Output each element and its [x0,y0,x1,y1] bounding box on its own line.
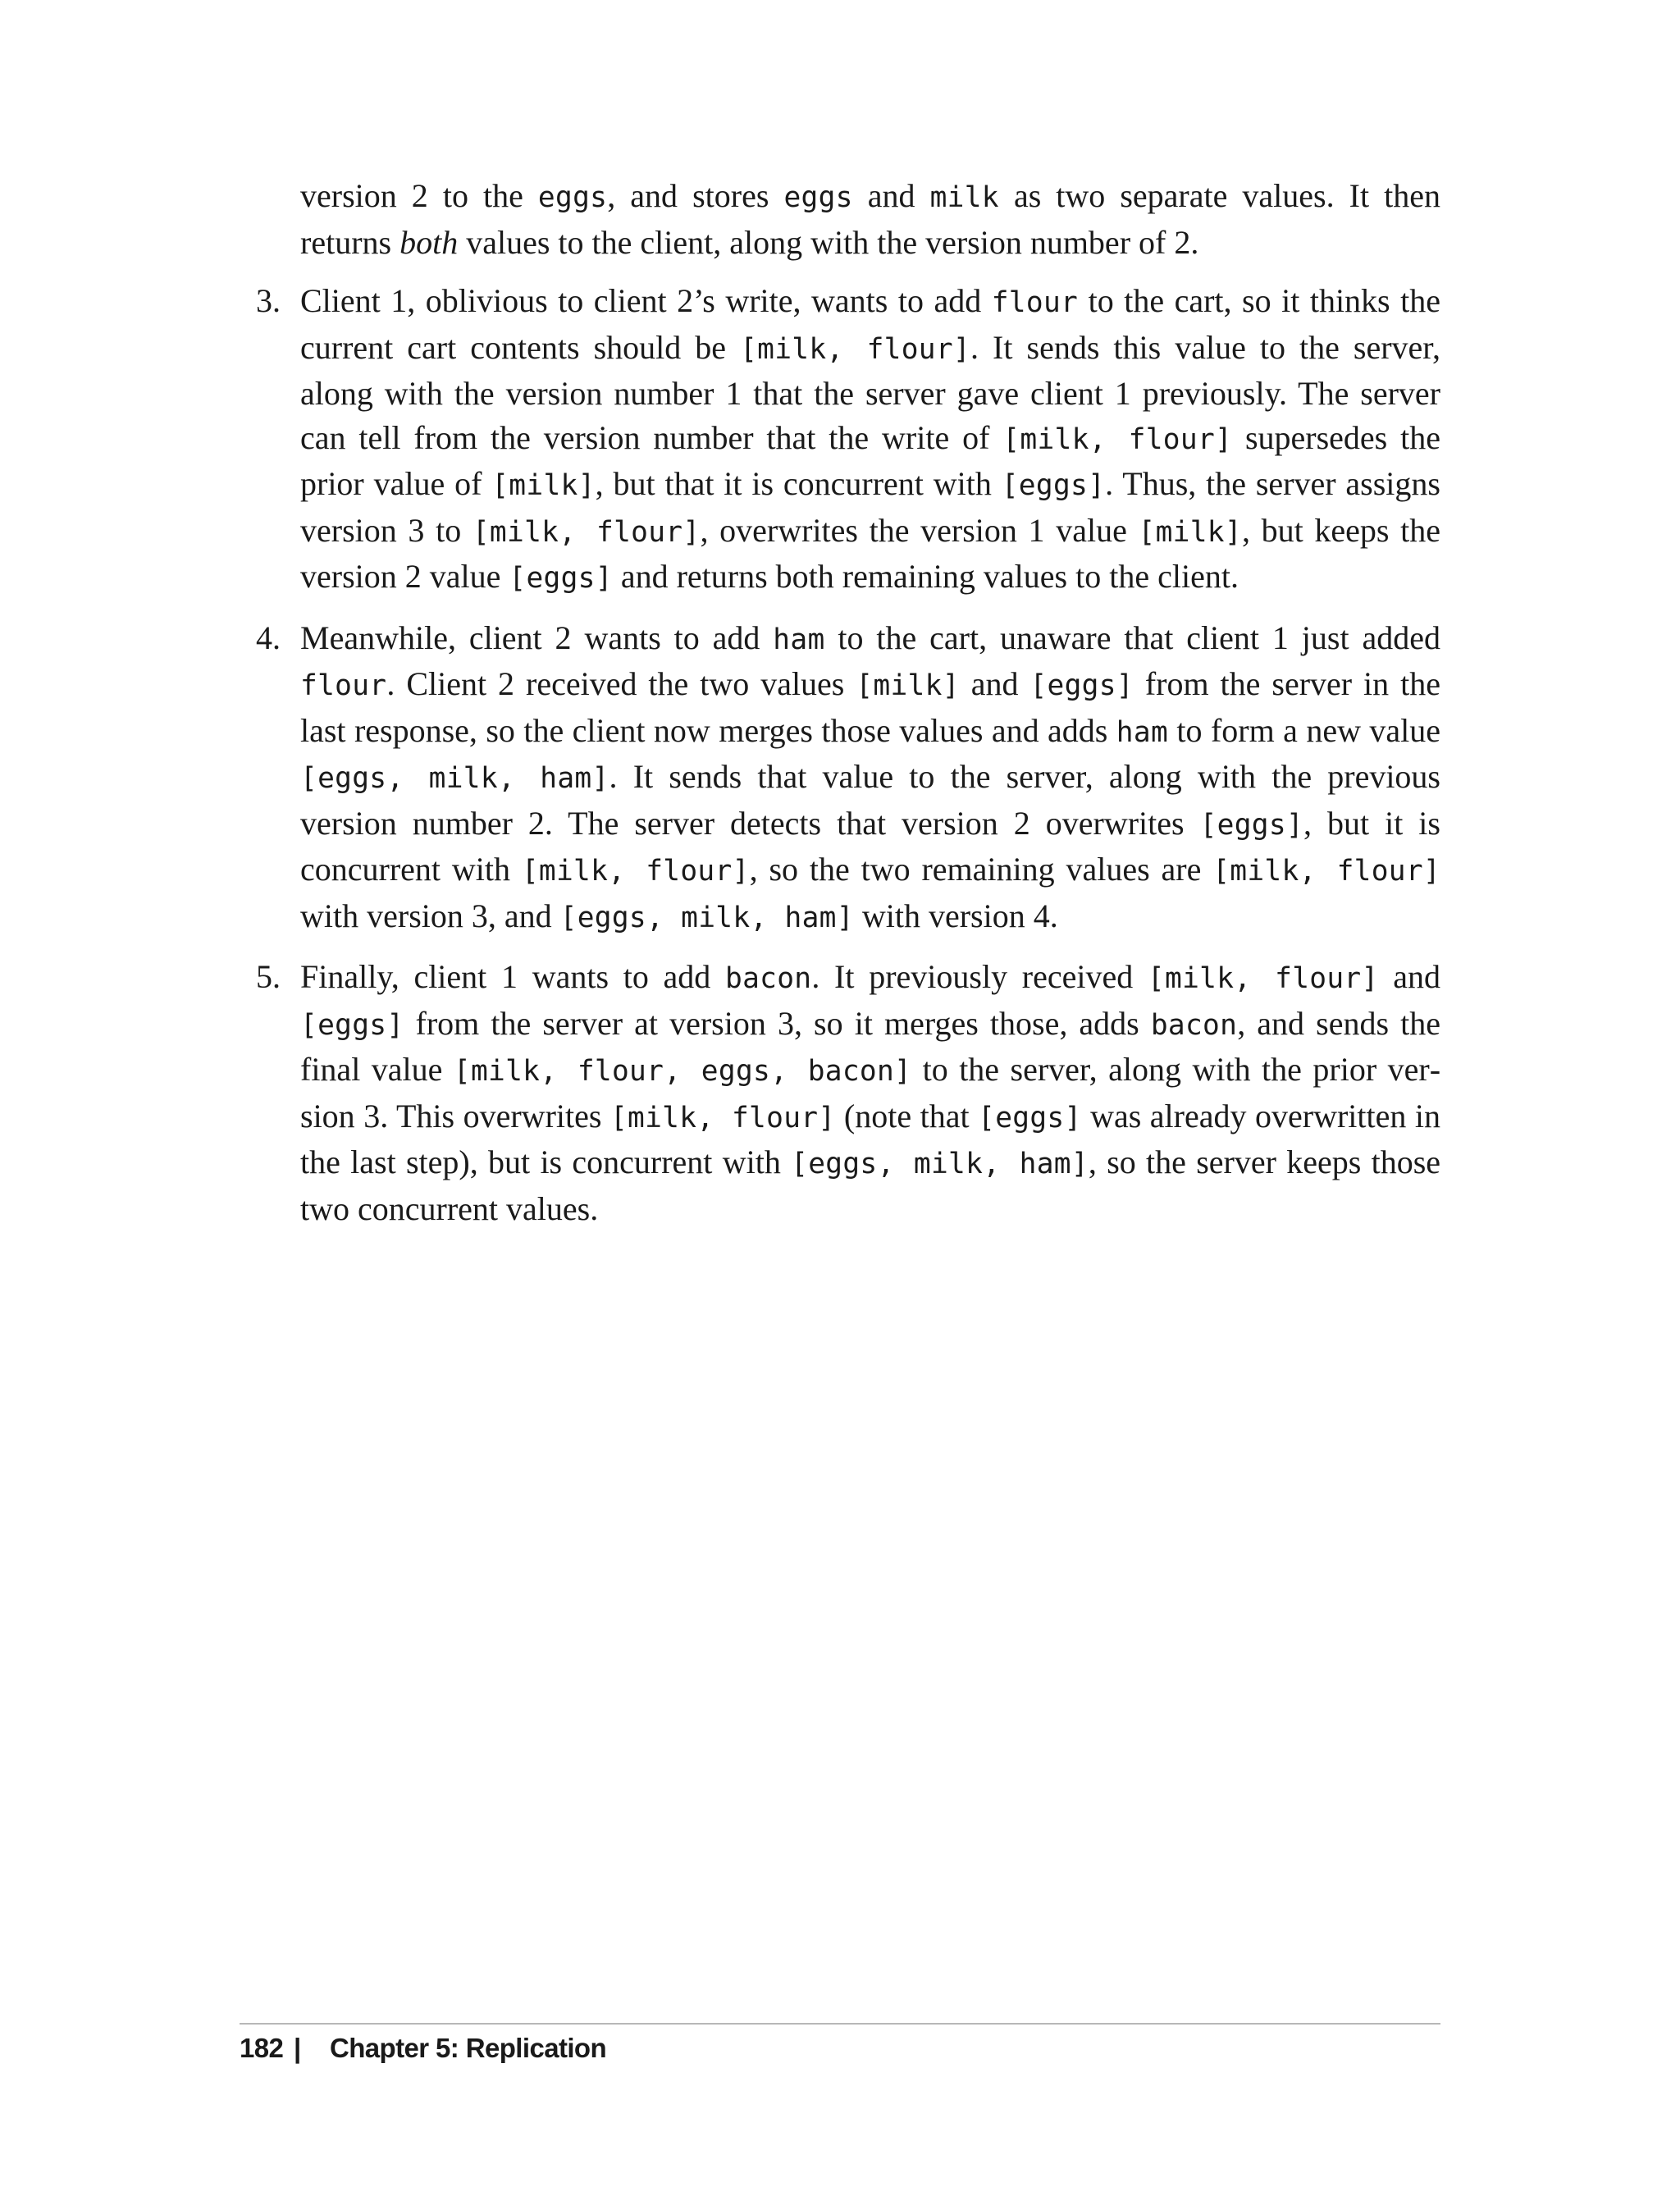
footer-separator: | [294,2033,301,2063]
inline-code: flour [991,286,1079,319]
list-item-text [300,282,1440,595]
text-run: (note that [835,1097,979,1134]
text-run: , and stores [607,177,784,214]
list-number: 5. [256,958,281,995]
list-item-3 [256,279,1441,601]
page-body [256,174,1441,1245]
inline-code: ham [1116,715,1169,749]
inline-code: [eggs, milk, ham] [559,901,854,934]
page-number: 182 [240,2033,284,2063]
continued-list-paragraph [300,174,1440,264]
text-run: and [852,177,930,214]
chapter-title: Chapter 5: Replication [330,2033,607,2063]
inline-code: [milk, flour] [1147,962,1379,995]
inline-code: [eggs, milk, ham] [300,762,609,795]
text-run: values to the client, along with the version number of 2. [458,223,1199,261]
text-run: and returns both remaining values to the client. [612,558,1239,595]
inline-code: [eggs] [1199,808,1304,842]
inline-code: [eggs] [1001,469,1106,502]
inline-code: [milk] [491,469,596,502]
text-run: to the server, along with the prior version 3. This overwrites [300,1051,1441,1134]
list-item-5 [256,955,1441,1230]
text-run: . It sends that value to the server, along with the previous version number 2. The server detects that version 2 overwrites [300,758,1441,842]
inline-code: [milk, flour, eggs, bacon] [453,1055,912,1088]
inline-code: [milk] [1138,515,1242,549]
inline-code: [milk] [856,669,960,702]
text-run: to the cart, unaware that client 1 just added [824,619,1440,656]
list-number: 4. [256,619,281,656]
inline-code: eggs [537,181,608,214]
inline-code: [milk, flour] [609,1101,836,1134]
text-run: was already overwritten in the last step), but is concurrent with [300,1097,1441,1180]
inline-code: [eggs] [1029,669,1134,702]
inline-code: bacon [725,962,812,995]
text-run: , overwrites the version 1 value [700,511,1139,549]
inline-code: [eggs] [300,1008,404,1042]
text-run: . It previously received [811,958,1148,995]
text-run: , and sends the final value [300,1004,1440,1088]
text-run: and [959,665,1030,702]
inline-code: [milk, flour] [740,332,971,366]
text-run: Client 1, oblivious to client 2’s write, wants to add [300,282,992,319]
text-run: from the server at version 3, so it merges those, adds [404,1004,1151,1042]
text-run: with version 3, and [300,897,560,934]
text-run: from the server in the last response, so the client now merges those values and adds [300,665,1440,749]
text-run: to form a new value [1168,711,1441,749]
text-run: , but that it is concurrent with [595,465,1002,502]
inline-code: flour [300,669,387,702]
inline-code: [milk, flour] [1002,422,1233,456]
text-run: as two separate values. It then returns [300,177,1440,261]
list-item-text [300,619,1440,934]
inline-code: [eggs] [509,562,613,595]
inline-code: [milk, flour] [521,855,750,888]
inline-code: [milk, flour] [472,515,701,549]
inline-code: eggs [783,181,853,214]
page-footer [240,2033,606,2064]
text-run: and [1378,958,1441,995]
text-run: with version 4. [853,897,1058,934]
numbered-list [256,279,1441,1230]
text-run: Meanwhile, client 2 wants to add [300,619,774,656]
text-run: , but keeps the version 2 value [300,511,1440,595]
inline-code: milk [929,181,999,214]
list-item-text [300,958,1440,1227]
text-run: to the cart, so it thinks the current cart contents should be [300,282,1440,366]
inline-code: [milk, flour] [1212,855,1440,888]
inline-code: [eggs, milk, ham] [791,1148,1089,1180]
text-run: Finally, client 1 wants to add [300,958,725,995]
text-run: . Client 2 received the two values [386,665,856,702]
text-run: , so the two remaining values are [749,851,1213,888]
text-run: supersedes the prior value of [300,418,1440,502]
inline-code: ham [773,623,825,656]
list-number: 3. [256,282,281,319]
emphasis-text: both [399,223,459,261]
text-run: , but it is concurrent with [300,804,1440,888]
text-run: , so the server keeps those two concurrent values. [300,1144,1441,1227]
list-item-4 [256,616,1441,941]
inline-code: bacon [1150,1008,1238,1042]
text-run: . Thus, the server assigns version 3 to [300,465,1440,549]
text-run: . It sends this value to the server, along with the version number 1 that the server gave client 1 previously. The server can tell from the version number that the write of [300,328,1441,456]
inline-code: [eggs] [978,1101,1082,1134]
footer-divider [240,2023,1440,2025]
text-run: version 2 to the [300,177,538,214]
